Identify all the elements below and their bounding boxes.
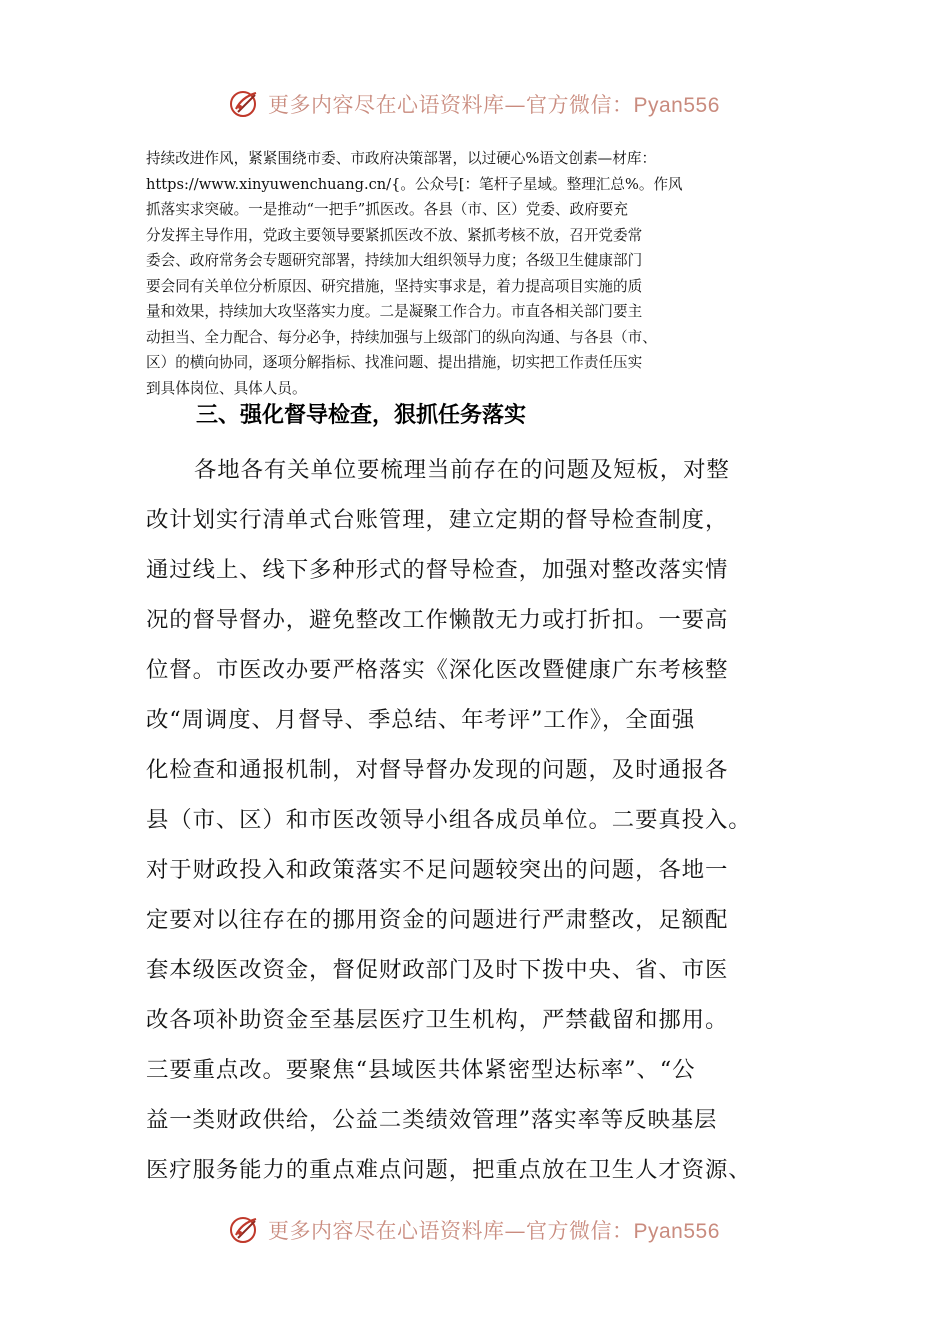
body-line: 改“周调度、月督导、季总结、年考评”工作》，全面强 <box>146 707 696 733</box>
header-banner <box>0 84 950 124</box>
dense-line: 分发挥主导作用，党政主要领导要紧抓医改不放、紧抓考核不放，召开党委常 <box>146 226 643 244</box>
body-line: 医疗服务能力的重点难点问题，把重点放在卫生人才资源、 <box>146 1157 752 1183</box>
body-line: 位督。市医改办要严格落实《深化医改暨健康广东考核整 <box>146 657 729 683</box>
footer-banner <box>0 1210 950 1250</box>
dense-line: 持续改进作风，紧紧围绕市委、市政府决策部署，以过硬心%语文创素—材库： <box>146 150 657 167</box>
banner-wechat-id: Pyan556 <box>633 1220 720 1243</box>
banner-text: 更多内容尽在心语资料库—官方微信：Pyan556 <box>268 93 720 117</box>
dense-line: 要会同有关单位分析原因、研究措施，坚持实事求是，着力提高项目实施的质 <box>146 277 643 295</box>
body-line: 化检查和通报机制，对督导督办发现的问题，及时通报各 <box>146 757 729 783</box>
dense-line: 到具体岗位、具体人员。 <box>146 379 307 397</box>
dense-line: 委会、政府常务会专题研究部署，持续加大组织领导力度；各级卫生健康部门 <box>146 252 643 269</box>
banner-text: 更多内容尽在心语资料库—官方微信：Pyan556 <box>268 1219 720 1243</box>
body-line: 定要对以往存在的挪用资金的问题进行严肃整改，足额配 <box>146 907 729 933</box>
banner-wechat-id: Pyan556 <box>633 94 720 117</box>
body-paragraph <box>146 448 810 1198</box>
body-line: 况的督导督办，避免整改工作懒散无力或打折扣。一要高 <box>146 607 729 633</box>
section-heading: 三、强化督导检查，狠抓任务落实 <box>196 403 527 428</box>
dense-line: 量和效果，持续加大攻坚落实力度。二是凝聚工作合力。市直各相关部门要主 <box>146 303 643 320</box>
body-line: 各地各有关单位要梳理当前存在的问题及短板，对整 <box>194 457 730 483</box>
dense-line: 抓落实求突破。一是推动“一把手”抓医改。各县（市、区）党委、政府要充 <box>146 201 628 218</box>
body-line: 对于财政投入和政策落实不足问题较突出的问题，各地一 <box>146 857 729 883</box>
body-line: 益一类财政供给，公益二类绩效管理”落实率等反映基层 <box>146 1107 718 1133</box>
body-line: 县（市、区）和市医改领导小组各成员单位。二要真投入。 <box>146 807 752 833</box>
pen-logo-icon <box>228 87 262 121</box>
body-line: 改计划实行清单式台账管理，建立定期的督导检查制度， <box>146 507 729 533</box>
body-line: 三要重点改。要聚焦“县域医共体紧密型达标率”、“公 <box>146 1057 696 1083</box>
pen-logo-icon <box>228 1213 262 1247</box>
dense-line: https://www.xinyuwenchuang.cn/{。公众号[：笔杆子星域。整理汇总%。作风 <box>146 175 683 193</box>
dense-line: 动担当、全力配合、每分必争，持续加强与上级部门的纵向沟通、与各县（市、 <box>146 328 657 346</box>
dense-paragraph <box>146 146 810 401</box>
dense-line: 区）的横向协同，逐项分解指标、找准问题、提出措施，切实把工作责任压实 <box>146 354 643 371</box>
body-line: 套本级医改资金，督促财政部门及时下拨中央、省、市医 <box>146 957 729 983</box>
body-line: 改各项补助资金至基层医疗卫生机构，严禁截留和挪用。 <box>146 1007 729 1033</box>
body-line: 通过线上、线下多种形式的督导检查，加强对整改落实情 <box>146 557 729 583</box>
